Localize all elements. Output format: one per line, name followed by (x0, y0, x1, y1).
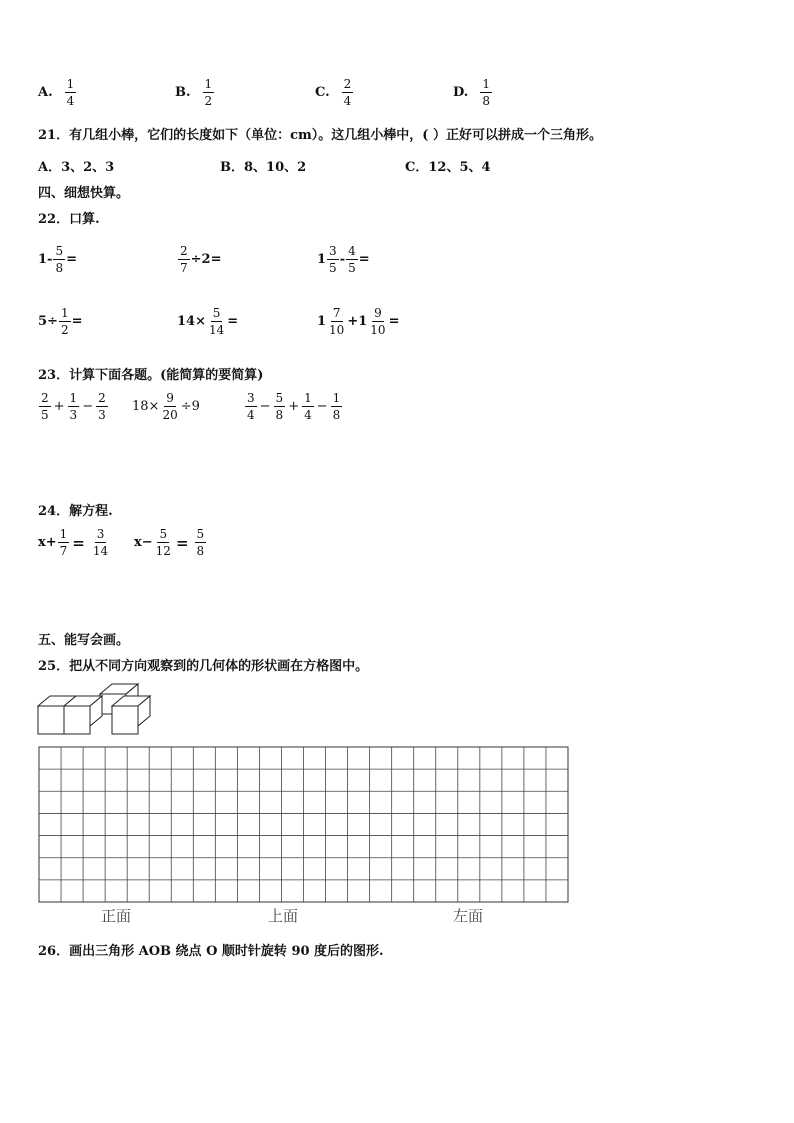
q24-equation-2: x− $\frac{5}{12}$ = $\frac{5}{8}$ (134, 527, 205, 558)
q20-option-c[interactable] (315, 78, 354, 107)
q26-title: 26．画出三角形 AOB 绕点 O 顺时针旋转 90 度后的图形. (38, 944, 384, 959)
q21-option-b[interactable]: B．8、10、2 (220, 160, 307, 175)
drawing-grid[interactable] (38, 746, 569, 903)
fraction: $\frac{1}{4}$ (66, 77, 75, 108)
option-label: A. (38, 85, 53, 100)
q23-title: 23．计算下面各题。(能简算的要简算) (38, 368, 264, 383)
option-label: B. (175, 85, 191, 100)
fraction: $\frac{1}{2}$ (204, 77, 213, 108)
cube-front-face (64, 706, 90, 734)
q21-option-a[interactable]: A．3、2、3 (38, 160, 115, 175)
q24-title: 24．解方程. (38, 504, 113, 519)
q22-title: 22．口算. (38, 212, 100, 227)
q25-title: 25．把从不同方向观察到的几何体的形状画在方格图中。 (38, 659, 369, 674)
label-top-view: 上面 (268, 907, 299, 925)
option-label: C. (315, 85, 330, 100)
q20-option-d[interactable] (453, 78, 493, 107)
q23-expr-3: $\frac{3}{4}$ − $\frac{5}{8}$ + $\frac{1}{4}$ − $\frac{1}{8}$ (247, 391, 341, 422)
cube-front-face (112, 706, 138, 734)
q22-item-f: 1 $\frac{7}{10}$ +1 $\frac{9}{10}$ = (317, 306, 400, 337)
q20-option-b[interactable] (175, 78, 215, 107)
cube-figure (36, 682, 152, 738)
q21-text: 21．有几组小棒，它们的长度如下（单位：cm）。这几组小棒中，( ）正好可以拼成一个三角形。 (38, 128, 602, 143)
section4-title: 四、细想快算。 (38, 186, 130, 201)
q23-expr-1: $\frac{2}{5}$ + $\frac{1}{3}$ − $\frac{2}{3}$ (41, 391, 106, 422)
q22-item-b: $\frac{2}{7}$ ÷2= (180, 244, 222, 275)
q24-equation-1: x+ $\frac{1}{7}$ = $\frac{3}{14}$ (38, 527, 109, 558)
option-label: D. (453, 85, 469, 100)
q21-option-c[interactable]: C．12、5、4 (405, 160, 491, 175)
q20-option-a[interactable] (38, 78, 77, 107)
fraction: $\frac{2}{4}$ (343, 77, 352, 108)
cube-front-face (38, 706, 64, 734)
q23-expr-2: 18× $\frac{9}{20}$ ÷9 (132, 391, 200, 422)
section5-title: 五、能写会画。 (38, 633, 130, 648)
label-front-view: 正面 (101, 907, 132, 925)
label-left-view: 左面 (453, 907, 484, 925)
q22-item-e: 14× $\frac{5}{14}$ = (177, 306, 239, 337)
q22-item-c: 1 $\frac{3}{5}$ - $\frac{4}{5}$ = (317, 244, 370, 275)
q22-item-a: 1- $\frac{5}{8}$ = (38, 244, 77, 275)
fraction: $\frac{1}{8}$ (482, 77, 490, 108)
q22-item-d: 5÷ $\frac{1}{2}$ = (38, 306, 83, 337)
